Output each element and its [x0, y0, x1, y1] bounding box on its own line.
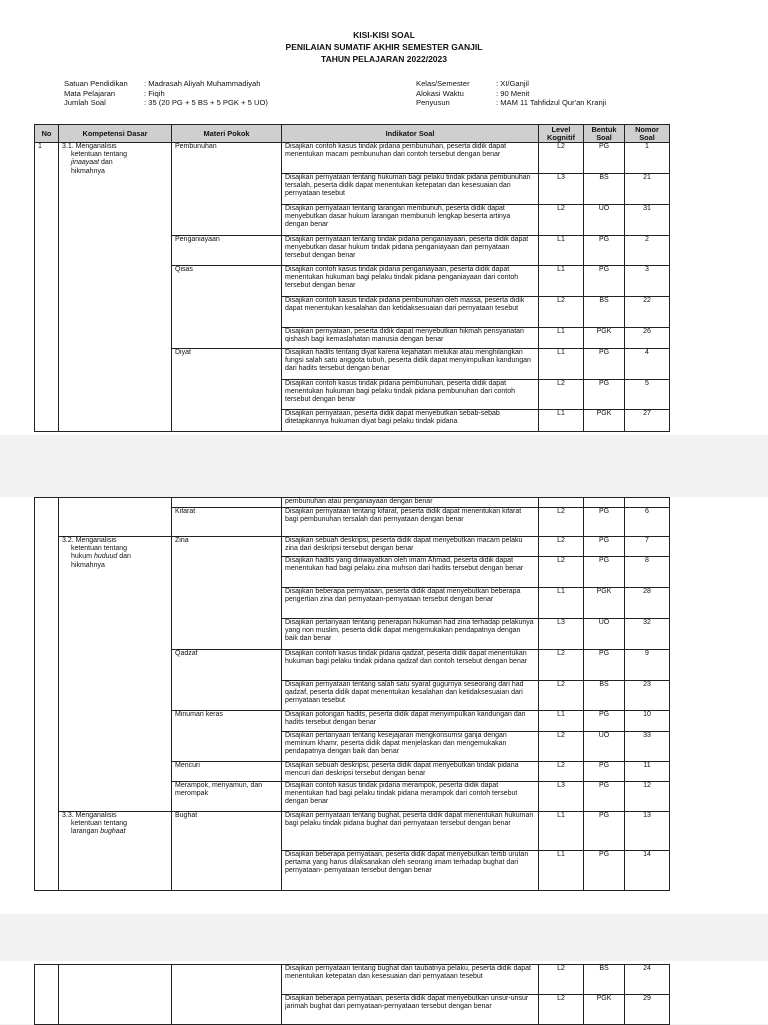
kd-term: jinaayaat: [71, 159, 100, 167]
materi-pokok: Qisas: [172, 266, 282, 349]
indikator-soal: Disajikan hadits tentang diyat karena kejahatan melukai atau menghilangkan fungsi salah satu anggota tubuh, peserta didik dapat menyimpulkan kandungan dari hadits tersebut dengan benar: [282, 349, 539, 380]
level-kognitif: L1: [539, 711, 584, 732]
meta-value: : 90 Menit: [496, 88, 530, 98]
kd-text: ketentuan tentang: [71, 151, 128, 159]
meta-value: : MAM 11 Tahfidzul Qur'an Kranji: [496, 98, 607, 107]
level-kognitif: L2: [539, 557, 584, 588]
indikator-soal: Disajikan pernyataan, peserta didik dapat menyebutkan sebab-sebab ditetapkannya hukuman diyat bagi pelaku tindak pidana: [282, 410, 539, 432]
nomor-soal: 1: [625, 143, 670, 174]
materi-pokok: Bughat: [172, 812, 282, 891]
materi-pokok: Minuman keras: [172, 711, 282, 762]
level-kognitif: [539, 498, 584, 508]
kd-text-line: [62, 159, 168, 167]
nomor-soal: 28: [625, 588, 670, 619]
indikator-soal: Disajikan sebuah deskripsi, peserta didik dapat menyebutkan macam pelaku zina dari deskripsi tersebut dengan benar: [282, 537, 539, 557]
materi-pokok: Penganiayaan: [172, 236, 282, 266]
nomor-soal: 7: [625, 537, 670, 557]
doc-subtitle: PENILAIAN SUMATIF AKHIR SEMESTER GANJIL: [285, 42, 483, 52]
kisi-table-page-2: [34, 497, 670, 891]
nomor-soal: 8: [625, 557, 670, 588]
bentuk-soal: PG: [584, 143, 625, 174]
kd-text: hukum: [71, 553, 94, 561]
table-row: [35, 498, 670, 508]
bentuk-soal: PG: [584, 508, 625, 537]
bentuk-soal: PG: [584, 711, 625, 732]
bentuk-soal: PG: [584, 537, 625, 557]
bentuk-soal: PG: [584, 762, 625, 782]
level-kognitif: L2: [539, 681, 584, 711]
level-kognitif: L2: [539, 537, 584, 557]
kd-text: hikmahnya: [71, 561, 105, 569]
kd-first-line: [62, 537, 168, 545]
level-kognitif: L1: [539, 328, 584, 349]
meta-value: : Fiqih: [144, 88, 165, 98]
nomor-soal: 13: [625, 812, 670, 851]
materi-pokok: Kifarat: [172, 508, 282, 537]
bentuk-soal: BS: [584, 297, 625, 328]
meta-label: Alokasi Waktu: [416, 88, 464, 98]
kompetensi-dasar-3-1: [59, 143, 172, 432]
meta-row: [416, 89, 606, 99]
indikator-soal: Disajikan beberapa pernyataan, peserta didik dapat menyebutkan tertib urutan pertama yang harus dilaksanakan oleh seorang imam terhadap bughat dari pernyataan- pernyataan tersebut dengan benar: [282, 851, 539, 891]
nomor-soal: 3: [625, 266, 670, 297]
bentuk-soal: PGK: [584, 995, 625, 1025]
nomor-soal: 27: [625, 410, 670, 432]
bentuk-soal: UO: [584, 205, 625, 236]
nomor-soal: 6: [625, 508, 670, 537]
doc-title: KISI-KISI SOAL: [353, 30, 415, 40]
table-row: [35, 143, 670, 174]
bentuk-soal: [584, 498, 625, 508]
col-header-level: Level Kognitif: [539, 125, 584, 143]
document-page-3: [0, 961, 768, 1024]
nomor-soal: 23: [625, 681, 670, 711]
meta-label: Mata Pelajaran: [64, 88, 116, 98]
bentuk-soal: PG: [584, 266, 625, 297]
materi-pokok: Qadzaf: [172, 650, 282, 711]
indikator-soal: Disajikan pernyataan, peserta didik dapat menyebutkan hikmah pensyariatan qishash bagi kemaslahatan manusia dengan benar: [282, 328, 539, 349]
doc-year: TAHUN PELAJARAN 2022/2023: [321, 54, 447, 64]
col-header-materi: Materi Pokok: [172, 125, 282, 143]
nomor-soal: 2: [625, 236, 670, 266]
level-kognitif: L2: [539, 508, 584, 537]
level-kognitif: L1: [539, 851, 584, 891]
bentuk-soal: PG: [584, 851, 625, 891]
meta-value: : 35 (20 PG + 5 BS + 5 PGK + 5 UO): [144, 98, 268, 107]
materi-pokok: Diyat: [172, 349, 282, 432]
kd-text: ketentuan tentang: [71, 545, 128, 553]
level-kognitif: L3: [539, 619, 584, 650]
meta-right: [416, 79, 606, 108]
col-header-no: No: [35, 125, 59, 143]
level-kognitif: L1: [539, 410, 584, 432]
indikator-soal: Disajikan pernyataan tentang tindak pidana penganiayaan, peserta didik dapat menyebutkan dasar hukum tindak pidana penganiayaan dari pernyataan tersebut dengan benar: [282, 236, 539, 266]
materi-pokok: Mencuri: [172, 762, 282, 782]
indikator-soal: pembunuhan atau penganiayaan dengan benar: [282, 498, 539, 508]
materi-pokok: [172, 965, 282, 1025]
meta-row: [416, 79, 606, 89]
level-kognitif: L2: [539, 143, 584, 174]
table-row: [35, 965, 670, 995]
nomor-soal: 10: [625, 711, 670, 732]
nomor-soal: 4: [625, 349, 670, 380]
nomor-soal: 33: [625, 732, 670, 762]
indikator-soal: Disajikan pernyataan tentang bughat dan taubatnya pelaku, peserta didik dapat menentukan ketepatan dan kesesuaian dari pernyataan tesebut: [282, 965, 539, 995]
bentuk-soal: PG: [584, 236, 625, 266]
meta-value: : XI/Ganjil: [496, 79, 529, 88]
materi-pokok: Zina: [172, 537, 282, 650]
meta-label: Kelas/Semester: [416, 79, 470, 88]
indikator-soal: Disajikan contoh kasus tindak pidana penganiayaan, peserta didik dapat menentukan hukuman bagi pelaku tindak pidana penganiayaan dari contoh tersebut dengan benar: [282, 266, 539, 297]
document-page-2: [0, 497, 768, 914]
nomor-soal: [625, 498, 670, 508]
nomor-soal: 21: [625, 174, 670, 205]
indikator-soal: Disajikan pernyataan tentang hukuman bagi pelaku tindak pidana pembunuhan tersalah, peserta didik dapat menentukan ketepatan dan kesesuaian dari pernyataan tesebut: [282, 174, 539, 205]
kisi-table-page-1: [34, 124, 670, 432]
nomor-soal: 5: [625, 380, 670, 410]
indikator-soal: Disajikan hadits yang diriwayatkan oleh imam Ahmad, peserta didik dapat menentukan had bagi pelaku zina muhson dari hadits tersebut dengan benar: [282, 557, 539, 588]
meta-row: [64, 98, 268, 108]
indikator-soal: Disajikan pernyataan tentang larangan membunuh, peserta didik dapat menyebutkan dasar hukum larangan membunuh lengkap beserta artinya dengan benar: [282, 205, 539, 236]
meta-row: [64, 79, 268, 89]
level-kognitif: L1: [539, 349, 584, 380]
level-kognitif: L2: [539, 732, 584, 762]
bentuk-soal: PG: [584, 349, 625, 380]
level-kognitif: L1: [539, 588, 584, 619]
kompetensi-dasar-3-3: [59, 812, 172, 891]
col-header-nomor: Nomor Soal: [625, 125, 670, 143]
level-kognitif: L1: [539, 812, 584, 851]
kompetensi-dasar-continued: [59, 965, 172, 1025]
nomor-soal: 24: [625, 965, 670, 995]
kd-text: Menganalisis: [75, 143, 117, 150]
bentuk-soal: PG: [584, 650, 625, 681]
level-kognitif: L2: [539, 965, 584, 995]
kd-text: Menganalisis: [75, 537, 117, 544]
indikator-soal: Disajikan contoh kasus tindak pidana qadzaf, peserta didik dapat menentukan hukuman bagi pelaku tindak pidana qadzaf dari contoh tersebut dengan benar: [282, 650, 539, 681]
kd-text: larangan: [71, 828, 101, 836]
level-kognitif: L2: [539, 380, 584, 410]
bentuk-soal: BS: [584, 965, 625, 995]
nomor-soal: 9: [625, 650, 670, 681]
kompetensi-dasar-continued: [59, 498, 172, 537]
bentuk-soal: PG: [584, 380, 625, 410]
kd-text-line: [62, 553, 168, 561]
kd-text-line: [62, 828, 168, 836]
nomor-soal: 22: [625, 297, 670, 328]
row-number: 1: [35, 143, 59, 432]
nomor-soal: 32: [625, 619, 670, 650]
bentuk-soal: PG: [584, 812, 625, 851]
kd-first-line: [62, 143, 168, 151]
col-header-indikator: Indikator Soal: [282, 125, 539, 143]
level-kognitif: L1: [539, 236, 584, 266]
indikator-soal: Disajikan beberapa pernyataan, peserta didik dapat menyebutkan unsur-unsur jarimah bughat dari pernyataan-pernyataan tersebut dengan benar: [282, 995, 539, 1025]
materi-pokok: [172, 498, 282, 508]
nomor-soal: 26: [625, 328, 670, 349]
indikator-soal: Disajikan pernyataan tentang kifarat, peserta didik dapat menentukan kifarat bagi pembunuhan tersalah dari pernyataan dengan benar: [282, 508, 539, 537]
level-kognitif: L2: [539, 205, 584, 236]
materi-pokok: Pembunuhan: [172, 143, 282, 236]
meta-left: [64, 79, 268, 108]
nomor-soal: 14: [625, 851, 670, 891]
table-header-row: [35, 125, 670, 143]
kd-term: huduud: [93, 553, 118, 561]
col-header-bentuk: Bentuk Soal: [584, 125, 625, 143]
kd-text: dan: [117, 553, 131, 561]
bentuk-soal: PG: [584, 557, 625, 588]
level-kognitif: L2: [539, 650, 584, 681]
row-number: [35, 965, 59, 1025]
nomor-soal: 31: [625, 205, 670, 236]
kd-number: 3.1.: [62, 143, 74, 150]
kd-text: hikmahnya: [71, 167, 105, 175]
kd-first-line: [62, 812, 168, 820]
document-page-1: [0, 0, 768, 435]
bentuk-soal: PGK: [584, 588, 625, 619]
indikator-soal: Disajikan pertanyaan tentang penerapan hukuman had zina terhadap pelakunya yang non muslim, peserta didik dapat mengemukakan pendapatnya dengan baik dan benar: [282, 619, 539, 650]
row-number: [35, 498, 59, 891]
kd-number: 3.3.: [62, 812, 74, 819]
indikator-soal: Disajikan sebuah deskripsi, peserta didik dapat menyebutkan tindak pidana mencuri dari deskripsi tersebut dengan benar: [282, 762, 539, 782]
indikator-soal: Disajikan contoh kasus tindak pidana pembunuhan, peserta didik dapat menentukan macam pembunuhan dari contoh tersebut dengan benar: [282, 143, 539, 174]
bentuk-soal: BS: [584, 681, 625, 711]
level-kognitif: L3: [539, 782, 584, 812]
kd-number: 3.2.: [62, 537, 74, 544]
meta-label: Satuan Pendidikan: [64, 79, 128, 88]
indikator-soal: Disajikan pernyataan tentang bughat, peserta didik dapat menentukan hukuman bagi pelaku tindak pidana bughat dari pernyataan tersebut dengan benar: [282, 812, 539, 851]
level-kognitif: L2: [539, 297, 584, 328]
nomor-soal: 12: [625, 782, 670, 812]
meta-label: Penyusun: [416, 98, 450, 107]
nomor-soal: 29: [625, 995, 670, 1025]
kd-term: bughaat: [100, 828, 126, 836]
bentuk-soal: PGK: [584, 410, 625, 432]
indikator-soal: Disajikan beberapa pernyataan, peserta didik dapat menyebutkan beberapa pengertian zina dari pernyataan-pernyataan tersebut dengan benar: [282, 588, 539, 619]
level-kognitif: L2: [539, 762, 584, 782]
meta-value: : Madrasah Aliyah Muhammadiyah: [144, 79, 261, 88]
bentuk-soal: UO: [584, 619, 625, 650]
bentuk-soal: PG: [584, 782, 625, 812]
level-kognitif: L2: [539, 995, 584, 1025]
kd-text: ketentuan tentang: [71, 820, 128, 828]
kd-text: dan: [99, 159, 113, 167]
indikator-soal: Disajikan contoh kasus tindak pidana pembunuhan, peserta didik dapat menentukan hukuman bagi pelaku tindak pidana pembunuhan dari contoh tersebut dengan benar: [282, 380, 539, 410]
kompetensi-dasar-3-2: [59, 537, 172, 812]
bentuk-soal: UO: [584, 732, 625, 762]
indikator-soal: Disajikan pernyataan tentang salah satu syarat gugurnya seseorang dari had qadzaf, peserta didik dapat menentukan kesalahan dan ketidaksesuaian dari pernyataan tesebut: [282, 681, 539, 711]
meta-label: Jumlah Soal: [64, 98, 106, 107]
nomor-soal: 11: [625, 762, 670, 782]
kisi-table-page-3: [34, 964, 670, 1025]
level-kognitif: L3: [539, 174, 584, 205]
indikator-soal: Disajikan contoh kasus tindak pidana merampok, peserta didik dapat menentukan had bagi pelaku tindak pidana merampok dari contoh tersebut dengan benar: [282, 782, 539, 812]
col-header-kd: Kompetensi Dasar: [59, 125, 172, 143]
kd-text: Menganalisis: [75, 812, 117, 819]
indikator-soal: Disajikan pertanyaan tentang kesejajaran mengkonsumsi ganja dengan meminum khamr, peserta didik dapat menjelaskan dan mengemukakan pendapatnya dengan baik dan benar: [282, 732, 539, 762]
bentuk-soal: PGK: [584, 328, 625, 349]
indikator-soal: Disajikan contoh kasus tindak pidana pembunuhan oleh massa, peserta didik dapat menentukan kesalahan dan ketidaksesuaian dari pernyataan tesebut: [282, 297, 539, 328]
meta-row: [416, 98, 606, 108]
table-row: [35, 812, 670, 851]
materi-pokok: Merampok, menyamun, dan merompak: [172, 782, 282, 812]
table-row: [35, 537, 670, 557]
bentuk-soal: BS: [584, 174, 625, 205]
indikator-soal: Disajikan potongan hadits, peserta didik dapat menyimpulkan kandungan dari hadits tersebut dengan benar: [282, 711, 539, 732]
level-kognitif: L1: [539, 266, 584, 297]
meta-row: [64, 89, 268, 99]
